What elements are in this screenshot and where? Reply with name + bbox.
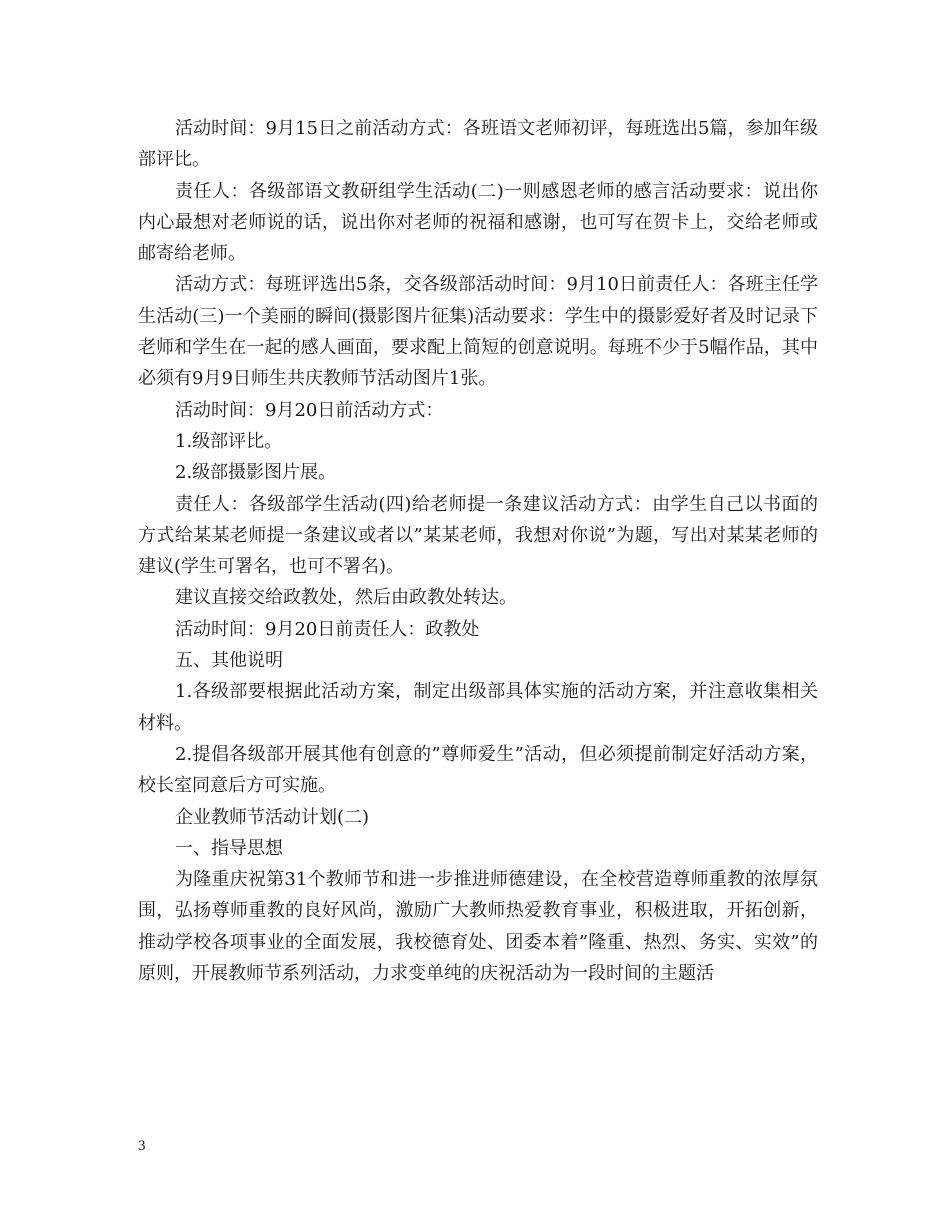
page-number: 3 [138,1138,146,1154]
paragraph: 责任人：各级部学生活动(四)给老师提一条建议活动方式：由学生自己以书面的方式给某某老师提一条建议或者以”某某老师，我想对你说”为题，写出对某某老师的建议(学生可署名，也可不署名)。 [138,493,818,578]
paragraph: 为隆重庆祝第31个教师节和进一步推进师德建设，在全校营造尊师重教的浓厚氛围，弘扬尊师重教的良好风尚，激励广大教师热爱教育事业，积极进取，开拓创新，推动学校各项事业的全面发展，我校德育处、团委本着”隆重、热烈、务实、实效”的原则，开展教师节系列活动，力求变单纯的庆祝活动为一段时间的主题活 [138,869,818,985]
paragraph: 1.级部评比。 [175,430,283,452]
paragraph: 活动方式：每班评选出5条，交各级部活动时间：9月10日前责任人：各班主任学生活动(三)一个美丽的瞬间(摄影图片征集)活动要求：学生中的摄影爱好者及时记录下老师和学生在一起的感人画面，要求配上简短的创意说明。每班不少于5幅作品，其中必须有9月9日师生共庆教师节活动图片1张。 [138,274,818,390]
paragraph: 2.提倡各级部开展其他有创意的”尊师爱生”活动，但必须提前制定好活动方案，校长室同意后方可实施。 [138,743,818,797]
paragraph: 活动时间：9月20日前责任人：政教处 [175,618,480,640]
document-title: 企业教师节活动计划(二) [175,806,370,828]
paragraph: 建议直接交给政教处，然后由政教处转达。 [175,587,517,609]
paragraph: 2.级部摄影图片展。 [175,462,337,484]
section-heading: 五、其他说明 [175,650,283,672]
paragraph: 责任人：各级部语文教研组学生活动(二)一则感恩老师的感言活动要求：说出你内心最想对老师说的话，说出你对老师的祝福和感谢，也可写在贺卡上，交给老师或邮寄给老师。 [138,180,818,265]
paragraph: 1.各级部要根据此活动方案，制定出级部具体实施的活动方案，并注意收集相关材料。 [138,681,818,734]
paragraph: 活动时间：9月20日前活动方式： [175,399,444,421]
paragraph: 活动时间：9月15日之前活动方式：各班语文老师初评，每班选出5篇，参加年级部评比。 [138,118,818,171]
section-heading: 一、指导思想 [175,837,283,859]
document-body [138,113,818,989]
